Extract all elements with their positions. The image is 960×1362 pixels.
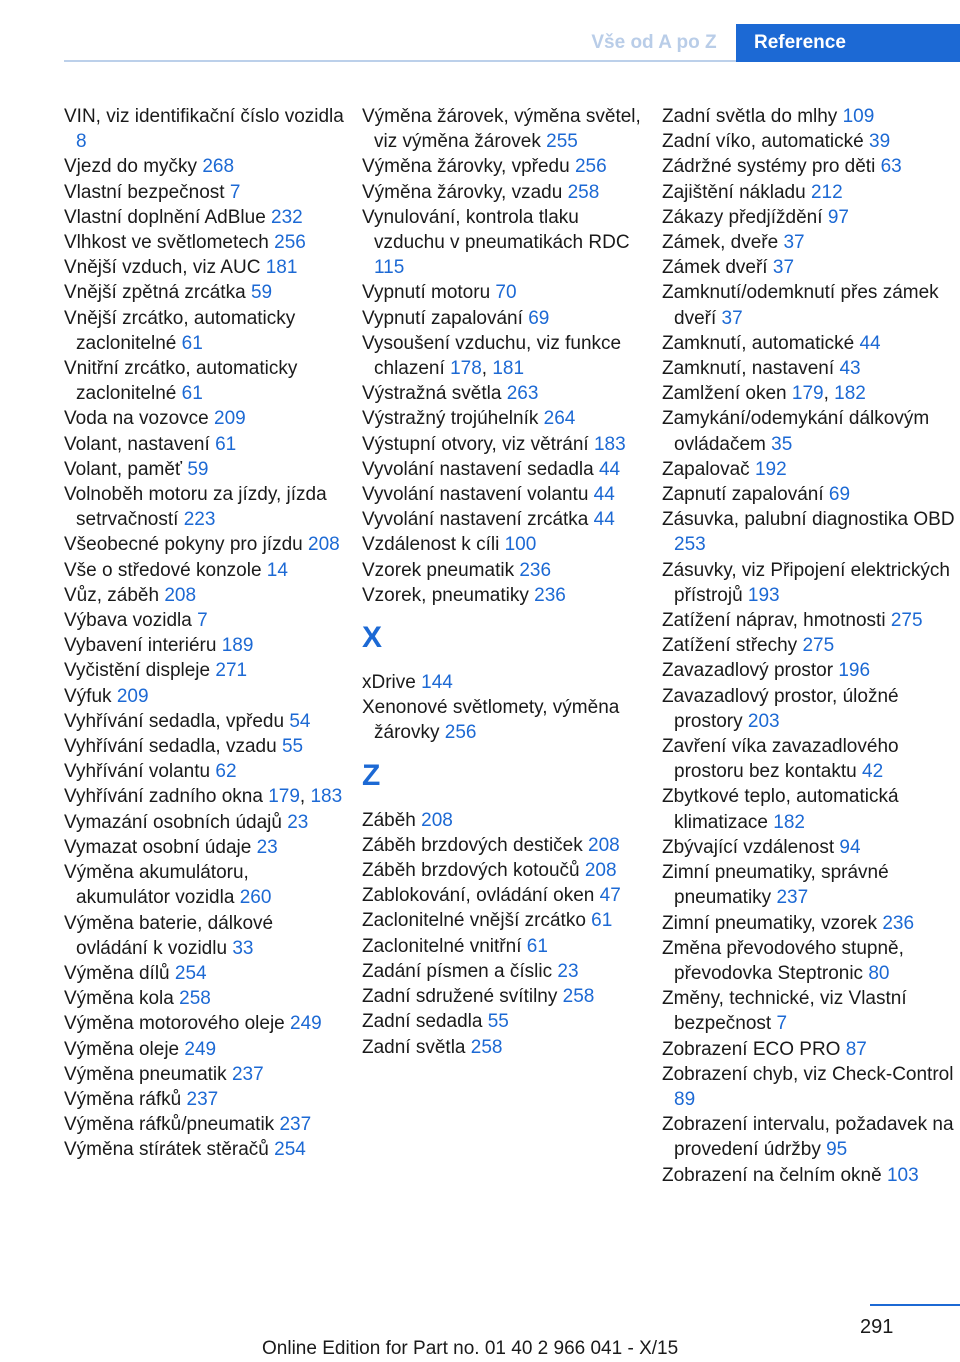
- index-entry-term: Zobrazení chyb, viz Check-Control: [662, 1063, 954, 1085]
- page-reference-link[interactable]: 203: [747, 710, 780, 732]
- index-entry: [64, 180, 348, 205]
- index-entry: [64, 306, 348, 356]
- index-entry: [662, 1163, 956, 1188]
- index-entry: [662, 1062, 956, 1112]
- index-entry-term: Zavazadlový prostor, úložné prostory: [662, 685, 899, 732]
- page-reference-link[interactable]: 7: [229, 181, 241, 203]
- index-entry: [662, 507, 956, 557]
- index-entry: [64, 583, 348, 608]
- index-entry: [362, 984, 648, 1009]
- index-entry-term: Zámek dveří: [662, 257, 768, 279]
- index-entry-term: Zadní světla do mlhy: [662, 106, 838, 127]
- page-reference-link[interactable]: 37: [783, 232, 805, 254]
- page-reference-link[interactable]: 43: [839, 358, 861, 380]
- index-entry: [362, 808, 648, 833]
- page-number: 291: [860, 1316, 894, 1338]
- index-entry-term: Změna převodového stupně, převodovka Steptronic: [662, 937, 904, 984]
- index-entry: [362, 532, 648, 557]
- index-entry-term: Vůz, záběh: [64, 584, 160, 606]
- index-entry: [662, 154, 956, 179]
- index-entry: [362, 670, 648, 695]
- index-entry-term: Vlastní bezpečnost: [64, 181, 225, 203]
- index-entry: [64, 1062, 348, 1087]
- index-entry: [64, 230, 348, 255]
- index-entry: [662, 633, 956, 658]
- index-entry: [662, 457, 956, 482]
- page-reference-link[interactable]: 7: [776, 1013, 788, 1035]
- page-reference-link[interactable]: 189: [221, 635, 254, 657]
- index-entry: [362, 482, 648, 507]
- page-reference-link[interactable]: 209: [116, 685, 149, 707]
- index-entry: [64, 280, 348, 305]
- index-entry: [64, 205, 348, 230]
- page-reference-link[interactable]: 258: [179, 988, 211, 1010]
- index-entry-term: Vjezd do myčky: [64, 156, 198, 178]
- index-entry-term: Výměna dílů: [64, 962, 170, 984]
- index-entry-term: Vypnutí motoru: [362, 282, 491, 304]
- index-entry-term: Výměna oleje: [64, 1038, 180, 1060]
- index-entry-term: Výstražná světla: [362, 383, 502, 405]
- index-entry-term: Vymazání osobních údajů: [64, 811, 282, 833]
- page-reference-link[interactable]: 237: [776, 887, 809, 909]
- index-column-2: [362, 104, 648, 1060]
- header-section-tab[interactable]: Vše od A po Z: [591, 32, 717, 53]
- index-entry-term: Vlastní doplnění AdBlue: [64, 206, 266, 228]
- page-reference-link[interactable]: 193: [747, 584, 780, 606]
- page-reference-link[interactable]: 179: [791, 383, 824, 405]
- page-reference-link[interactable]: 208: [421, 809, 453, 831]
- page-reference-link[interactable]: 39: [869, 131, 891, 153]
- index-entry: [64, 1137, 348, 1162]
- index-entry-term: Zamykání/odemykání dálkovým ovládačem: [662, 408, 930, 455]
- page-reference-link[interactable]: 144: [421, 672, 453, 694]
- page-reference-link[interactable]: 208: [308, 534, 340, 556]
- index-entry-term: Výfuk: [64, 685, 112, 707]
- index-entry: [662, 658, 956, 683]
- index-entry-term: Vybavení interiéru: [64, 635, 217, 657]
- page-reference-link[interactable]: 183: [593, 433, 626, 455]
- page-reference-link[interactable]: 37: [721, 307, 743, 329]
- index-entry-term: Zákazy předjíždění: [662, 206, 823, 228]
- index-entry-term: Výstupní otvory, viz větrání: [362, 433, 589, 455]
- page-reference-link[interactable]: 181: [492, 358, 525, 380]
- index-entry: [64, 482, 348, 532]
- index-entry-term: Zapnutí zapalování: [662, 484, 824, 506]
- index-entry: [64, 1112, 348, 1137]
- index-entry-term: Vypnutí zapalování: [362, 307, 523, 329]
- page-reference-link[interactable]: 70: [495, 282, 517, 304]
- index-entry: [362, 858, 648, 883]
- page-reference-link[interactable]: 8: [76, 131, 87, 153]
- page-reference-link[interactable]: 237: [231, 1063, 264, 1085]
- index-entry-term: Zobrazení na čelním okně: [662, 1164, 882, 1186]
- index-entry: [64, 709, 348, 734]
- page-reference-link[interactable]: 249: [184, 1038, 217, 1060]
- index-entry: [362, 406, 648, 431]
- page-reference-link[interactable]: 69: [528, 307, 550, 329]
- index-entry-term: Volant, paměť: [64, 458, 183, 480]
- page-reference-link[interactable]: 196: [838, 660, 871, 682]
- page-reference-link[interactable]: 255: [546, 131, 578, 153]
- index-entry-term: Vnější zrcátko, automaticky zaclonitelné: [64, 307, 296, 354]
- index-entry-term: Zapalovač: [662, 458, 750, 480]
- page-reference-link[interactable]: 61: [181, 332, 203, 354]
- index-entry: [662, 608, 956, 633]
- page-reference-link[interactable]: 258: [562, 986, 595, 1008]
- index-entry-term: Vzdálenost k cíli: [362, 534, 500, 556]
- page-reference-link[interactable]: 236: [534, 584, 566, 606]
- index-entry-term: Záběh: [362, 809, 416, 831]
- index-letter-heading: Z: [362, 758, 381, 792]
- index-entry-term: Zavření víka zavazadlového prostoru bez kontaktu: [662, 736, 899, 783]
- index-entry-term: Zamknutí/odemknutí přes zámek dveří: [662, 282, 939, 329]
- index-entry: [662, 734, 956, 784]
- index-entry: [662, 911, 956, 936]
- page-reference-link[interactable]: 55: [487, 1011, 509, 1033]
- page-reference-link[interactable]: 55: [281, 736, 304, 758]
- page-reference-link[interactable]: 62: [215, 761, 237, 783]
- page-reference-link[interactable]: 42: [862, 761, 884, 783]
- index-entry-term: Vnitřní zrcátko, automaticky zaclonitelné: [64, 358, 298, 405]
- index-entry-term: Vyvolání nastavení volantu: [362, 484, 589, 506]
- index-entry: [362, 205, 648, 281]
- index-entry-term: Záběh brzdových destiček: [362, 834, 583, 856]
- page-reference-link[interactable]: 94: [839, 836, 861, 858]
- index-entry: [64, 810, 348, 835]
- index-entry: [662, 356, 956, 381]
- index-entry: Vyhřívání zadního okna 179, 183: [64, 786, 343, 808]
- page-reference-link[interactable]: 236: [519, 559, 552, 581]
- index-entry-term: Zamlžení oken: [662, 383, 787, 405]
- page-reference-link[interactable]: 61: [215, 433, 237, 455]
- page-reference-link[interactable]: 37: [772, 257, 795, 279]
- page-reference-link[interactable]: 103: [886, 1164, 919, 1186]
- index-entry-term: Výměna žárovek, výměna světel, viz výměna žárovek: [362, 106, 641, 153]
- index-entry-term: Vše o středové konzole: [64, 559, 262, 581]
- page-reference-link[interactable]: 44: [859, 332, 881, 354]
- page-reference-link[interactable]: 182: [834, 383, 866, 405]
- index-entry-term: Zatížení náprav, hmotnosti: [662, 610, 886, 632]
- page-reference-link[interactable]: 256: [444, 722, 477, 744]
- index-entry-term: Výměna motorového oleje: [64, 1013, 285, 1035]
- footer-edition: Online Edition for Part no. 01 40 2 966 041 - X/15: [262, 1338, 679, 1359]
- page-reference-link[interactable]: 47: [599, 885, 621, 907]
- page-reference-link[interactable]: 264: [543, 408, 576, 430]
- index-entry: [64, 835, 348, 860]
- index-entry-term: Zadní sedadla: [362, 1011, 483, 1033]
- index-entry-term: Zimní pneumatiky, správné pneumatiky: [662, 862, 889, 909]
- page-reference-link[interactable]: 35: [771, 433, 793, 455]
- index-entry: [662, 684, 956, 734]
- page-reference-link[interactable]: 7: [197, 610, 208, 632]
- index-entry: [362, 381, 648, 406]
- index-entry: [64, 154, 348, 179]
- index-entry: [64, 457, 348, 482]
- index-entry: [64, 406, 348, 431]
- page-reference-link[interactable]: 44: [593, 509, 615, 531]
- index-entry: [662, 180, 956, 205]
- page-reference-link[interactable]: 109: [842, 106, 875, 127]
- index-entry-term: Zajištění nákladu: [662, 181, 806, 203]
- index-entry-term: Zadání písmen a číslic: [362, 960, 553, 982]
- index-entry: [64, 961, 348, 986]
- index-entry: [64, 432, 348, 457]
- index-entry: Vysoušení vzduchu, viz funkce chlazení 178, 181: [362, 332, 622, 380]
- index-entry: [662, 104, 956, 129]
- index-entry-term: Zobrazení ECO PRO: [662, 1038, 841, 1060]
- index-entry: [662, 1112, 956, 1162]
- index-entry: [662, 482, 956, 507]
- index-entry: [662, 1037, 956, 1062]
- index-entry: [662, 230, 956, 255]
- header-chapter-tab[interactable]: Reference: [736, 24, 960, 62]
- index-entry: [662, 255, 956, 280]
- index-column-3: [662, 104, 956, 1188]
- index-entry: [64, 911, 348, 961]
- page-reference-link[interactable]: 249: [290, 1013, 322, 1035]
- index-entry: [64, 532, 348, 557]
- index-entry: [64, 608, 348, 633]
- index-entry-term: Vyvolání nastavení sedadla: [362, 458, 594, 480]
- index-entry-term: Zámek, dveře: [662, 232, 779, 254]
- page-reference-link[interactable]: 44: [593, 484, 615, 506]
- index-entry: [662, 986, 956, 1036]
- index-entry-term: Zaclonitelné vnitřní: [362, 935, 522, 957]
- index-entry-term: Změny, technické, viz Vlastní bezpečnost: [662, 988, 907, 1035]
- index-entry: [662, 784, 956, 834]
- index-entry-term: Zimní pneumatiky, vzorek: [662, 912, 878, 934]
- index-entry: [662, 280, 956, 330]
- index-entry-term: Vyhřívání volantu: [64, 761, 211, 783]
- index-entry: [662, 129, 956, 154]
- page-reference-link[interactable]: 256: [574, 156, 607, 178]
- index-entry-term: Xenonové světlomety, výměna žárovky: [362, 697, 620, 744]
- page-reference-link[interactable]: 80: [868, 962, 890, 984]
- index-entry-term: VIN, viz identifikační číslo vozidla: [64, 106, 344, 127]
- index-entry: [362, 280, 648, 305]
- index-entry-term: Výměna pneumatik: [64, 1063, 227, 1085]
- index-entry-term: Zobrazení intervalu, požadavek na provedení údržby: [662, 1114, 954, 1161]
- index-entry-term: Vzorek pneumatik: [362, 559, 515, 581]
- index-entry-term: Zablokování, ovládání oken: [362, 885, 595, 907]
- page-reference-link[interactable]: 95: [826, 1139, 848, 1161]
- index-entry-term: Vzorek, pneumatiky: [362, 584, 529, 606]
- index-entry: [362, 154, 648, 179]
- page-reference-link[interactable]: 232: [271, 206, 303, 228]
- index-entry: [362, 558, 648, 583]
- index-entry: [362, 583, 648, 608]
- page-reference-link[interactable]: 208: [164, 584, 197, 606]
- page-reference-link[interactable]: 237: [279, 1114, 312, 1136]
- index-entry-term: Výměna kola: [64, 988, 174, 1010]
- page-reference-link[interactable]: 275: [802, 635, 835, 657]
- index-entry: [64, 1011, 348, 1036]
- index-entry-term: Vyvolání nastavení zrcátka: [362, 509, 589, 531]
- index-entry: [64, 986, 348, 1011]
- page-reference-link[interactable]: 61: [181, 383, 203, 405]
- page-reference-link[interactable]: 192: [754, 458, 787, 480]
- index-entry: [362, 934, 648, 959]
- index-entry-term: Vyčistění displeje: [64, 660, 211, 682]
- page-reference-link[interactable]: 14: [266, 559, 288, 581]
- page-reference-link[interactable]: 275: [890, 610, 923, 632]
- page-reference-link[interactable]: 87: [845, 1038, 867, 1060]
- page-reference-link[interactable]: 256: [274, 232, 306, 254]
- page-reference-link[interactable]: 61: [591, 910, 613, 932]
- index-entry: [362, 1035, 648, 1060]
- page-reference-link[interactable]: 59: [187, 458, 209, 480]
- index-entry: [362, 432, 648, 457]
- index-entry-term: Výstražný trojúhelník: [362, 408, 539, 430]
- index-entry: [64, 104, 348, 154]
- page-reference-link[interactable]: 236: [882, 912, 915, 934]
- index-letter-heading: X: [362, 621, 383, 655]
- index-entry: [362, 104, 648, 154]
- page-reference-link[interactable]: 260: [239, 887, 272, 909]
- index-entry-term: Zadní víko, automatické: [662, 131, 864, 153]
- index-entry-term: Výměna ráfků/pneumatik: [64, 1114, 275, 1136]
- index-entry: [662, 835, 956, 860]
- index-entry-term: Výměna žárovky, vpředu: [362, 156, 570, 178]
- page-reference-link[interactable]: 254: [174, 962, 207, 984]
- page-reference-link[interactable]: 268: [202, 156, 235, 178]
- index-entry-term: Vysoušení vzduchu, viz funkce chlazení: [362, 332, 622, 380]
- index-entry-term: Volnoběh motoru za jízdy, jízda setrvačností: [64, 484, 327, 531]
- index-entry: [362, 833, 648, 858]
- page-reference-link[interactable]: 89: [674, 1088, 696, 1110]
- index-entry-term: Zadní světla: [362, 1036, 466, 1058]
- index-entry: [662, 331, 956, 356]
- page-reference-link[interactable]: 182: [773, 811, 805, 833]
- page-reference-link[interactable]: 61: [526, 935, 548, 957]
- index-entry-term: Všeobecné pokyny pro jízdu: [64, 534, 303, 556]
- index-entry-term: Volant, nastavení: [64, 433, 210, 455]
- index-entry-term: Výměna žárovky, vzadu: [362, 181, 563, 203]
- index-entry-term: Zatížení střechy: [662, 635, 798, 657]
- index-entry-term: Vyhřívání sedadla, vzadu: [64, 736, 277, 758]
- index-entry-term: Zásuvky, viz Připojení elektrických přístrojů: [662, 559, 950, 606]
- index-entry: [64, 684, 348, 709]
- page-reference-link[interactable]: 223: [183, 509, 216, 531]
- page-reference-link[interactable]: 115: [374, 257, 405, 279]
- index-entry: [362, 180, 648, 205]
- page-reference-link[interactable]: 209: [214, 408, 246, 430]
- index-entry-term: xDrive: [362, 672, 416, 694]
- index-entry-term: Vlhkost ve světlometech: [64, 232, 269, 254]
- index-entry: [662, 406, 956, 456]
- index-entry: [64, 1087, 348, 1112]
- page-reference-link[interactable]: 237: [186, 1088, 219, 1110]
- index-entry-term: Vnější zpětná zrcátka: [64, 282, 246, 304]
- page-reference-link[interactable]: 44: [598, 458, 621, 480]
- index-entry-term: Vyhřívání sedadla, vpředu: [64, 710, 285, 732]
- index-entry-term: Vymazat osobní údaje: [64, 836, 252, 858]
- index-entry-term: Výměna stírátek stěračů: [64, 1139, 269, 1161]
- page-reference-link[interactable]: 263: [506, 383, 539, 405]
- index-entry: Zamlžení oken 179, 182: [662, 383, 866, 405]
- index-entry: [362, 457, 648, 482]
- index-entry-term: Zásuvka, palubní diagnostika OBD: [662, 509, 955, 531]
- page-reference-link[interactable]: 63: [880, 156, 902, 178]
- index-entry-term: Vyhřívání zadního okna: [64, 786, 263, 808]
- index-entry-term: Voda na vozovce: [64, 408, 209, 430]
- page-reference-link[interactable]: 183: [310, 786, 343, 808]
- page-reference-link[interactable]: 178: [450, 358, 482, 380]
- footer-rule: [870, 1304, 960, 1306]
- index-entry: [662, 860, 956, 910]
- page-reference-link[interactable]: 258: [567, 181, 600, 203]
- index-entry-term: Výbava vozidla: [64, 610, 192, 632]
- index-entry: [362, 959, 648, 984]
- index-entry: [362, 908, 648, 933]
- page-reference-link[interactable]: 254: [274, 1139, 306, 1161]
- page-reference-link[interactable]: 23: [287, 811, 309, 833]
- index-entry: [64, 860, 348, 910]
- index-entry-term: Výměna ráfků: [64, 1088, 182, 1110]
- index-entry: [662, 558, 956, 608]
- index-entry-term: Zadní sdružené svítilny: [362, 986, 558, 1008]
- index-entry-term: Zamknutí, automatické: [662, 332, 855, 354]
- index-entry-term: Zaclonitelné vnější zrcátko: [362, 910, 586, 932]
- page-reference-link[interactable]: 253: [674, 534, 706, 556]
- page-reference-link[interactable]: 208: [584, 860, 617, 882]
- index-entry: [362, 695, 648, 745]
- page-reference-link[interactable]: 54: [289, 710, 311, 732]
- index-entry-term: Zbytkové teplo, automatická klimatizace: [662, 786, 899, 833]
- page-reference-link[interactable]: 69: [828, 484, 851, 506]
- index-entry: [64, 658, 348, 683]
- index-entry-term: Zádržné systémy pro děti: [662, 156, 876, 178]
- index-entry: [662, 205, 956, 230]
- index-entry: [362, 507, 648, 532]
- index-column-1: [64, 104, 348, 1163]
- page-reference-link[interactable]: 258: [470, 1036, 503, 1058]
- index-entry-term: Vynulování, kontrola tlaku vzduchu v pneumatikách RDC: [362, 206, 630, 254]
- index-entry: [362, 1009, 648, 1034]
- index-entry: [64, 255, 348, 280]
- index-entry: [64, 759, 348, 784]
- page-reference-link[interactable]: 100: [504, 534, 537, 556]
- index-entry-term: Zamknutí, nastavení: [662, 358, 835, 380]
- index-entry: [64, 1037, 348, 1062]
- index-entry: [362, 306, 648, 331]
- index-entry-term: Výměna baterie, dálkové ovládání k vozidlu: [64, 912, 274, 959]
- page-reference-link[interactable]: 212: [810, 181, 843, 203]
- index-entry-term: Vnější vzduch, viz AUC: [64, 257, 261, 279]
- page-reference-link[interactable]: 23: [256, 836, 278, 858]
- page-reference-link[interactable]: 59: [250, 282, 273, 304]
- page-reference-link[interactable]: 97: [827, 206, 849, 228]
- page-reference-link[interactable]: 179: [268, 786, 300, 808]
- page-reference-link[interactable]: 271: [215, 660, 248, 682]
- index-entry: [362, 883, 648, 908]
- page-reference-link[interactable]: 208: [588, 834, 620, 856]
- index-entry: [64, 734, 348, 759]
- index-entry: [64, 356, 348, 406]
- index-entry: [64, 558, 348, 583]
- page-reference-link[interactable]: 181: [265, 257, 298, 279]
- index-entry-term: Záběh brzdových kotoučů: [362, 860, 580, 882]
- index-entry-term: Zavazadlový prostor: [662, 660, 834, 682]
- page-reference-link[interactable]: 33: [232, 937, 254, 959]
- index-entry: [64, 633, 348, 658]
- index-entry: [662, 936, 956, 986]
- index-entry-term: Zbývající vzdálenost: [662, 836, 835, 858]
- page-reference-link[interactable]: 23: [557, 960, 579, 982]
- index-entry-term: Výměna akumulátoru, akumulátor vozidla: [64, 862, 249, 909]
